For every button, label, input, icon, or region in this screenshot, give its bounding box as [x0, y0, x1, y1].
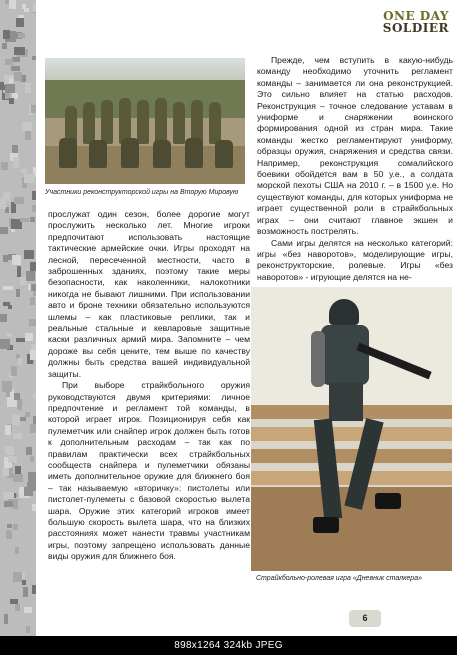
logo-line-two: SOLDIER	[382, 21, 449, 35]
right-paragraph-1: Прежде, чем вступить в какую-нибудь команду необходимо уточнить регламент команды – занимается ли она реконструкцией. Это сильно влияет на статью расходов. Реконструкция – точное следование уставам в униформе и снаряжении воинского формирования одной из стран мира. Такие команды жестко регламентируют униформу, образцы оружия, снаряжения и средства связи. Например, реконструкция сомалийского боевики обойдется вам в 50 у.е., а солдата морской пехоты США на 2010 г. – в 1500 у.е. Но существуют команды, для которых униформа не играет существенной роли в страйкбольных играх – они считают главное экшен и возможность пострелять.	[257, 55, 453, 237]
left-column-text	[48, 209, 250, 563]
logo-line-one: ONE DAY	[383, 9, 449, 23]
camouflage-border	[0, 0, 36, 636]
photo-caption-stalker: Страйкбольно-ролевая игра «Дневник сталкера»	[256, 575, 422, 582]
left-paragraph-2: При выборе страйкбольного оружия руководствуются двумя критериями: личное предпочтение и регламент той команды, в которой играет игрок. Позиционируя себя как пулеметчик или снайпер игрок должен быть готов к дополнительным расходам – так как по правилам практически всех страйкбольных сообществ снайпера и пулеметчики обязаны иметь дополнительное оружие для ближнего боя – так называемую «вторичку»: пистолеты или пистолет-пулеметы с базовой скоростью вылета шара. Оружие этих категорий игроков имеет большую скорость вылета шара, что на близких расстояниях может нанести травмы участникам игры, поэтому запрещено использовать данные виды оружия для ближнего боя.	[48, 380, 250, 562]
magazine-page	[36, 0, 453, 636]
photo-caption-reenactors: Участники реконструкторской игры на Вторую Мировую	[45, 189, 239, 196]
right-column-text	[257, 55, 453, 283]
left-paragraph-1: прослужат один сезон, более дорогие могут прослужить несколько лет. Многие игроки предпочитают использовать настоящие тактические армейские очки. Игры проходят на лесной, пересеченной местности, часто в заброшенных зданиях, поэтому такие меры безопасности, как наколенники, налокотники никогда не бывают лишними. При использовании авто и броне техники обязательно используются шлемы – как пластиковые реплики, так и реальные стальные и кевларовые защитные каски различных армий мира. Запомните – чем дороже вы себя цените, тем выше по качеству должны быть средства вашей индивидуальной защиты.	[48, 209, 250, 379]
magazine-logo	[383, 10, 449, 34]
page-number: 6	[349, 610, 381, 627]
reenactors-group-photo	[45, 58, 245, 184]
image-info-bar: 898x1264 324kb JPEG	[0, 636, 457, 655]
stalker-airsoft-photo	[251, 287, 452, 571]
right-paragraph-2: Сами игры делятся на несколько категорий: игры «без наворотов», моделирующие игры, реконструкторские, ролевые. Игры «без наворотов» - игрующие делятся на не-	[257, 237, 453, 282]
